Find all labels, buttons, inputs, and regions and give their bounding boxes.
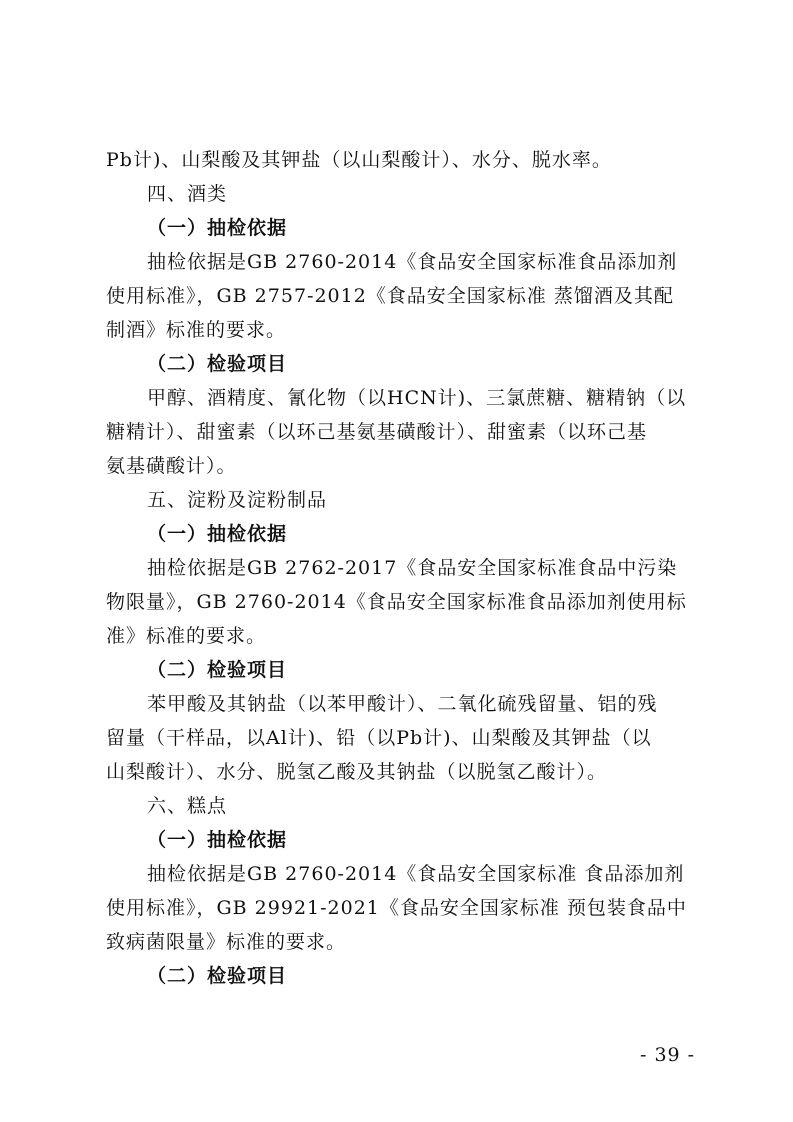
body-text-line: 糖精计）、甜蜜素（以环己基氨基磺酸计）、甜蜜素（以环己基 <box>106 421 648 443</box>
section-heading-pastry: 六、糕点 <box>147 795 228 817</box>
body-text-line: 准》标准的要求。 <box>106 625 267 647</box>
body-text-line: 苯甲酸及其钠盐（以苯甲酸计）、二氧化硫残留量、铝的残 <box>147 693 658 715</box>
body-text-line: 使用标准》，GB 2757-2012《食品安全国家标准 蒸馏酒及其配 <box>106 285 674 307</box>
section-heading-starch: 五、淀粉及淀粉制品 <box>147 489 328 511</box>
body-text-line: 甲醇、酒精度、氰化物（以HCN计)、三氯蔗糖、糖精钠（以 <box>147 387 687 409</box>
page-number: - 39 - <box>640 1044 696 1066</box>
body-text-line: 使用标准》，GB 29921-2021《食品安全国家标准 预包装食品中 <box>106 897 687 919</box>
body-text-line: 致病菌限量》标准的要求。 <box>106 931 347 953</box>
subheading-items: （二）检验项目 <box>147 965 288 987</box>
subheading-items: （二）检验项目 <box>147 659 288 681</box>
body-text-line: 制酒》标准的要求。 <box>106 319 287 341</box>
body-text-line: 抽检依据是GB 2762-2017《食品安全国家标准食品中污染 <box>147 557 678 579</box>
body-text-line: 氨基磺酸计）。 <box>106 455 237 477</box>
body-text-line: 抽检依据是GB 2760-2014《食品安全国家标准 食品添加剂 <box>147 863 685 885</box>
subheading-items: （二）检验项目 <box>147 353 288 375</box>
body-text-line: Pb计)、山梨酸及其钾盐（以山梨酸计）、水分、脱水率。 <box>106 149 612 171</box>
body-text-line: 抽检依据是GB 2760-2014《食品安全国家标准食品添加剂 <box>147 251 678 273</box>
subheading-basis: （一）抽检依据 <box>147 829 288 851</box>
body-text-line: 山梨酸计）、水分、脱氢乙酸及其钠盐（以脱氢乙酸计）。 <box>106 761 608 783</box>
subheading-basis: （一）抽检依据 <box>147 523 288 545</box>
section-heading-liquor: 四、酒类 <box>147 183 228 205</box>
body-text-line: 物限量》，GB 2760-2014《食品安全国家标准食品添加剂使用标 <box>106 591 687 613</box>
subheading-basis: （一）抽检依据 <box>147 217 288 239</box>
body-text-line: 留量（干样品，以Al计)、铅（以Pb计)、山梨酸及其钾盐（以 <box>106 727 652 749</box>
